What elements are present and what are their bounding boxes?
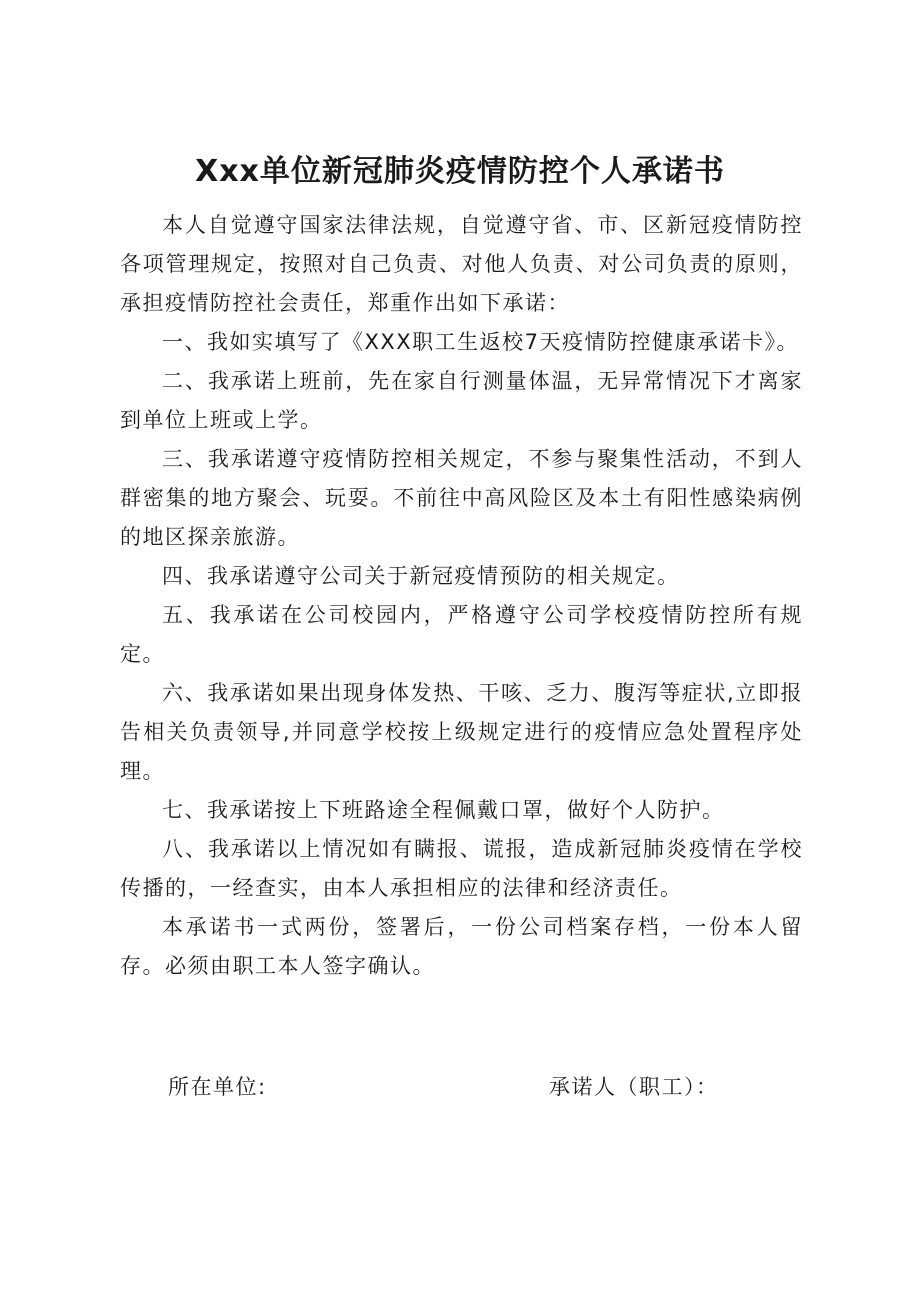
pledge-item-1: 一、我如实填写了《XXX职工生返校7天疫情防控健康承诺卡》。 bbox=[162, 330, 800, 354]
signature-unit-label: 所在单位: bbox=[168, 1075, 267, 1099]
pledge-item-5: 五、我承诺在公司校园内，严格遵守公司学校疫情防控所有规定。 bbox=[120, 603, 803, 666]
pledge-item-2: 二、我承诺上班前，先在家自行测量体温，无异常情况下才离家到单位上班或上学。 bbox=[120, 369, 803, 432]
pledge-item-7: 七、我承诺按上下班路途全程佩戴口罩，做好个人防护。 bbox=[162, 798, 725, 822]
pledge-item-3: 三、我承诺遵守疫情防控相关规定，不参与聚集性活动，不到人群密集的地方聚会、玩耍。不前往中高风险区及本土有阳性感染病例的地区探亲旅游。 bbox=[120, 447, 803, 549]
intro-paragraph: 本人自觉遵守国家法律法规，自觉遵守省、市、区新冠疫情防控各项管理规定，按照对自己负责、对他人负责、对公司负责的原则，承担疫情防控社会责任，郑重作出如下承诺： bbox=[120, 213, 803, 315]
pledge-item-4: 四、我承诺遵守公司关于新冠疫情预防的相关规定。 bbox=[162, 564, 680, 588]
document-body bbox=[120, 206, 803, 986]
pledge-item-6: 六、我承诺如果出现身体发热、干咳、乏力、腹泻等症状,立即报告相关负责领导,并同意学校按上级规定进行的疫情应急处置程序处理。 bbox=[120, 681, 803, 783]
document-title: Xxx单位新冠肺炎疫情防控个人承诺书 bbox=[195, 154, 725, 189]
closing-paragraph: 本承诺书一式两份，签署后，一份公司档案存档，一份本人留存。必须由职工本人签字确认。 bbox=[120, 915, 803, 978]
pledge-item-8: 八、我承诺以上情况如有瞒报、谎报，造成新冠肺炎疫情在学校传播的，一经查实，由本人承担相应的法律和经济责任。 bbox=[120, 837, 803, 900]
signature-person-label: 承诺人（职工）： bbox=[549, 1075, 719, 1099]
